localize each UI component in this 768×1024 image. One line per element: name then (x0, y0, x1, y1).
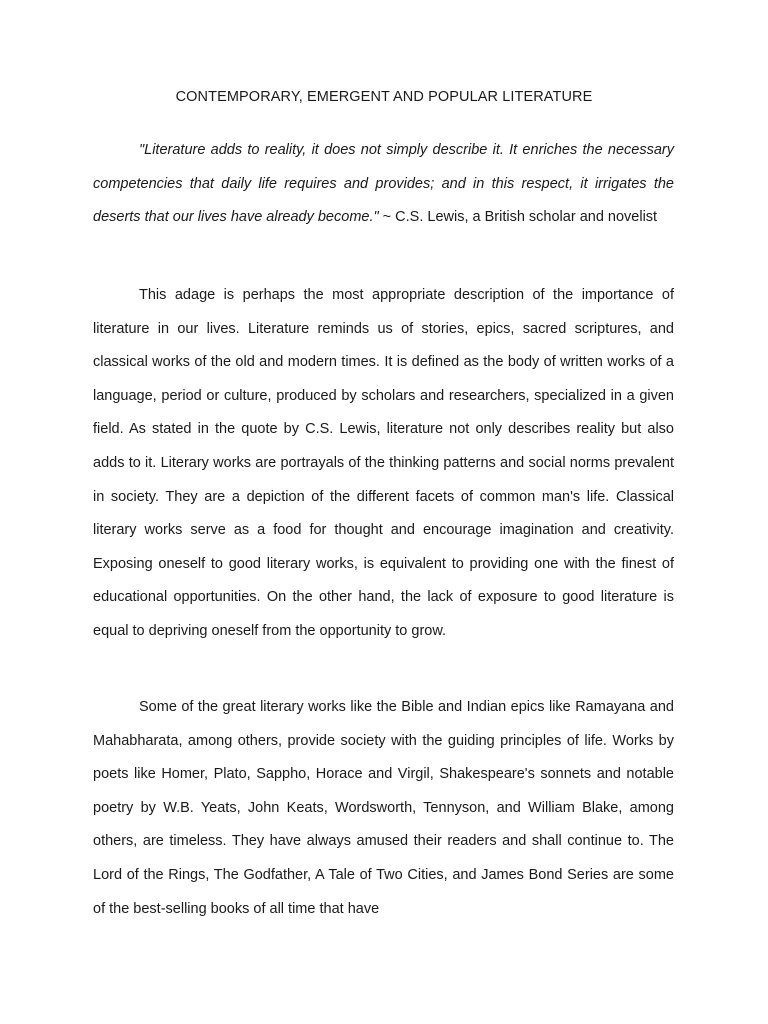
quote-attribution: ~ C.S. Lewis, a British scholar and novelist (378, 209, 658, 226)
body-paragraph (93, 691, 674, 926)
quote-text: "Literature adds to reality, it does not simply describe it. It enriches the necessary competencies that daily life requires and provides; and in this respect, it irrigates the deserts that our lives have already become." (93, 142, 674, 226)
paragraph-text: Some of the great literary works like the Bible and Indian epics like Ramayana and Mahabharata, among others, provide society with the guiding principles of life. Works by poets like Homer, Plato, Sappho, Horace and Virgil, Shakespeare's sonnets and notable poetry by W.B. Yeats, John Keats, Wordsworth, Tennyson, and William Blake, among others, are timeless. They have always amused their readers and shall continue to. The Lord of the Rings, The Godfather, A Tale of Two Cities, and James Bond Series are some of the best-selling books of all time that have (93, 699, 674, 917)
quote-paragraph (93, 134, 674, 235)
paragraph-text: This adage is perhaps the most appropriate description of the importance of literature in our lives. Literature reminds us of stories, epics, sacred scriptures, and classical works of the old and modern times. It is defined as the body of written works of a language, period or culture, produced by scholars and researchers, specialized in a given field. As stated in the quote by C.S. Lewis, literature not only describes reality but also adds to it. Literary works are portrayals of the thinking patterns and social norms prevalent in society. They are a depiction of the different facets of common man's life. Classical literary works serve as a food for thought and encourage imagination and creativity. Exposing oneself to good literary works, is equivalent to providing one with the finest of educational opportunities. On the other hand, the lack of exposure to good literature is equal to depriving oneself from the opportunity to grow. (93, 287, 674, 639)
document-title: CONTEMPORARY, EMERGENT AND POPULAR LITERATURE (175, 89, 593, 105)
body-paragraph (93, 279, 674, 649)
